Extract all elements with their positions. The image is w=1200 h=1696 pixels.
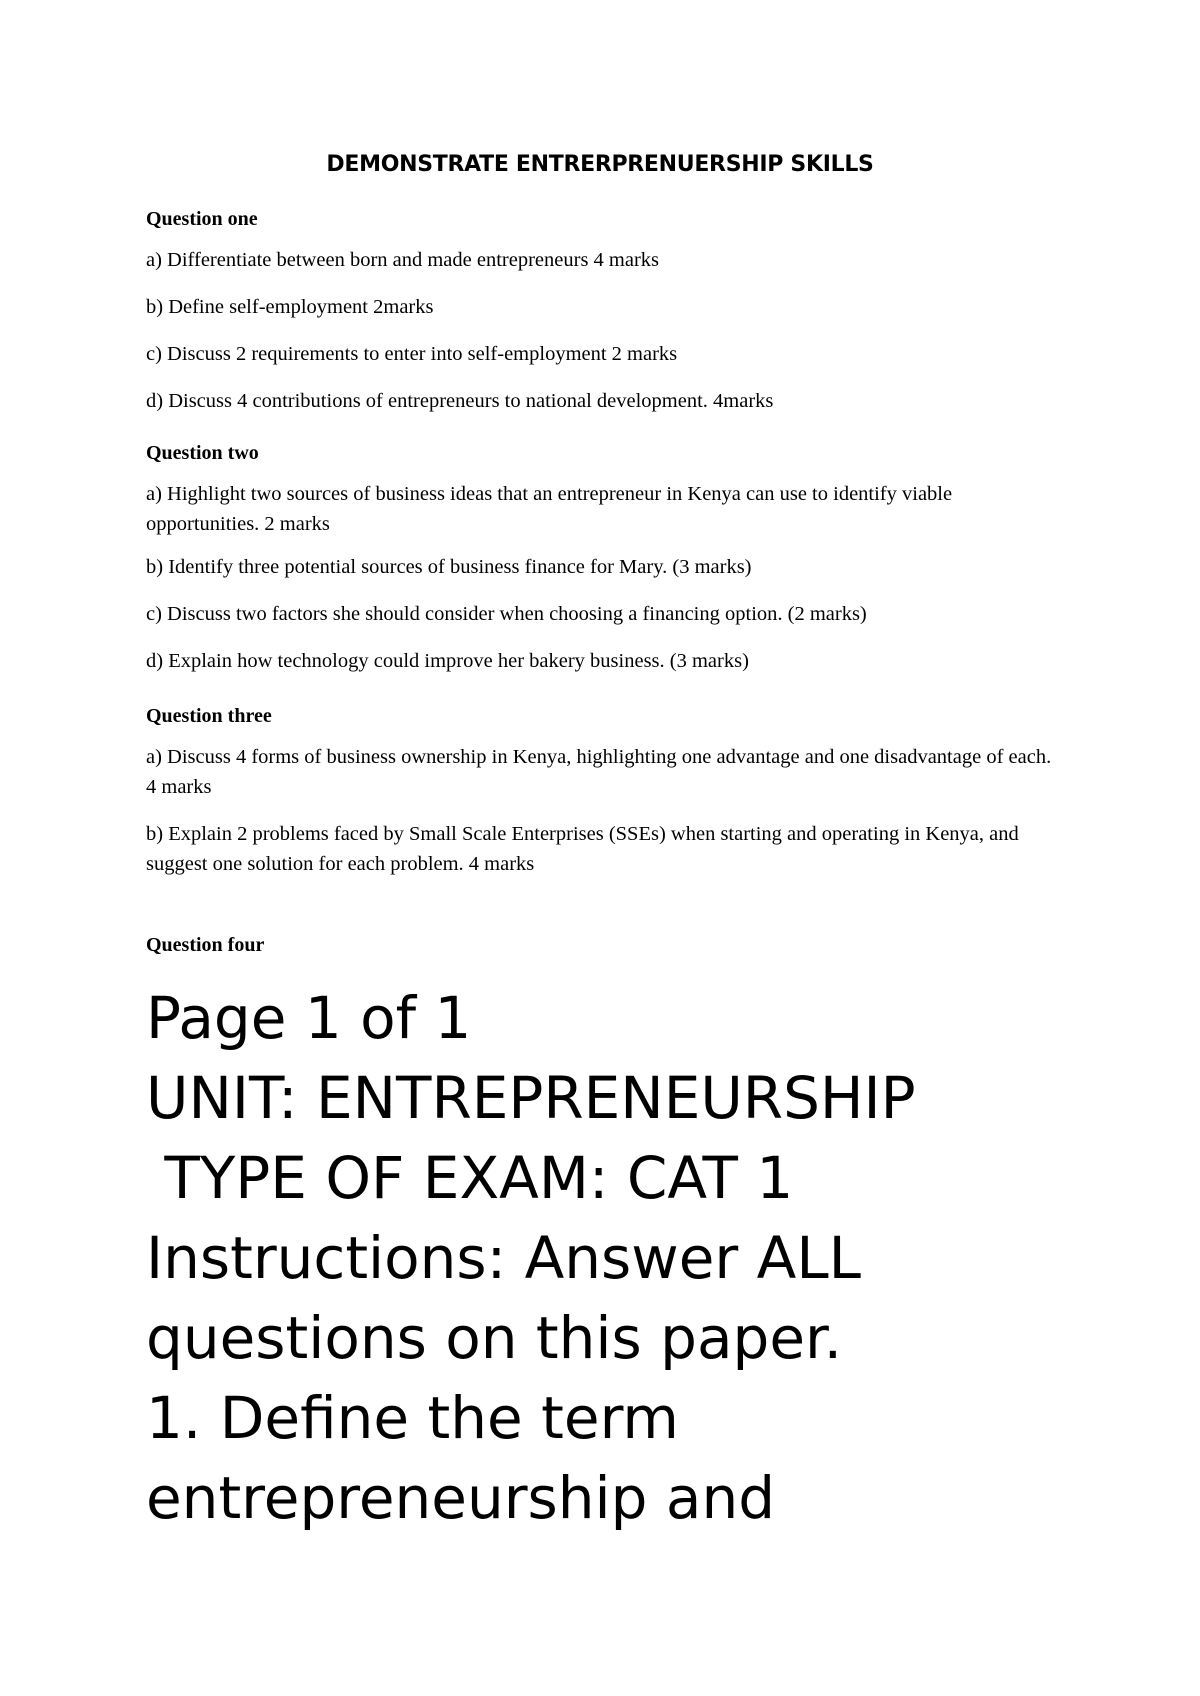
question-three-section [146,703,1066,879]
question-two-section [146,440,1066,676]
question-four-section [146,932,1066,958]
question-item: a) Differentiate between born and made entrepreneurs 4 marks [146,249,660,271]
question-item: b) Identify three potential sources of business finance for Mary. (3 marks) [146,556,752,578]
unit-text: UNIT: ENTREPRENEURSHIP [146,1064,916,1132]
document-title: DEMONSTRATE ENTRERPRENUERSHIP SKILLS [326,152,874,177]
question-heading: Question three [146,705,272,727]
question-item: d) Discuss 4 contributions of entrepreneurs to national development. 4marks [146,390,774,412]
question-item: c) Discuss 2 requirements to enter into self-employment 2 marks [146,343,678,365]
page-number-text: Page 1 of 1 [146,984,472,1052]
question-item: a) Discuss 4 forms of business ownership in Kenya, highlighting one advantage and one disadvantage of each. 4 marks [146,746,1052,798]
question-item: c) Discuss two factors she should consider when choosing a financing option. (2 marks) [146,603,867,625]
question-heading: Question four [146,934,265,956]
question-one-section [146,206,1066,416]
exam-type-text: TYPE OF EXAM: CAT 1 [146,1144,794,1212]
instructions-line: questions on this paper. [146,1304,842,1372]
question-line: entrepreneurship and [146,1464,776,1532]
question-heading: Question one [146,208,258,230]
question-line: 1. Define the term [146,1384,679,1452]
question-heading: Question two [146,442,259,464]
instructions-line: Instructions: Answer ALL [146,1224,861,1292]
large-text-block [146,978,1186,1538]
question-item: b) Explain 2 problems faced by Small Scale Enterprises (SSEs) when starting and operating in Kenya, and suggest one solution for each problem. 4 marks [146,823,1019,875]
question-item: b) Define self-employment 2marks [146,296,434,318]
question-item: d) Explain how technology could improve her bakery business. (3 marks) [146,650,749,672]
question-item: a) Highlight two sources of business ideas that an entrepreneur in Kenya can use to identify viable opportunities. 2 marks [146,483,953,535]
